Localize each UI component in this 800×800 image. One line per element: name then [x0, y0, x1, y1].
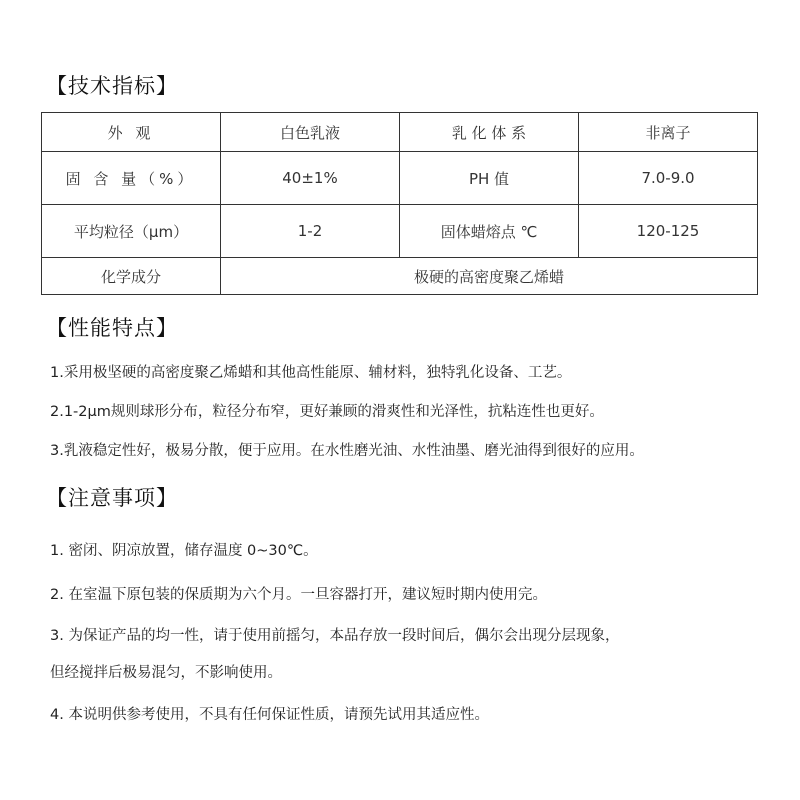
spec-value-composition: 极硬的高密度聚乙烯蜡 [221, 258, 758, 295]
notice-item: 4. 本说明供参考使用，不具有任何保证性质，请预先试用其适应性。 [50, 707, 489, 723]
spec-label-melting-point: 固体蜡熔点 ℃ [400, 205, 579, 258]
spec-value-appearance: 白色乳液 [221, 113, 400, 152]
spec-label-solid-content: 固 含 量（%） [42, 152, 221, 205]
notice-item: 2. 在室温下原包装的保质期为六个月。一旦容器打开，建议短时期内使用完。 [50, 587, 547, 603]
spec-section-title: 【技术指标】 [46, 74, 178, 98]
spec-value-emulsifier: 非离子 [579, 113, 758, 152]
feature-item: 2.1-2μm规则球形分布，粒径分布窄，更好兼顾的滑爽性和光泽性，抗粘连性也更好。 [50, 404, 604, 420]
features-section-title: 【性能特点】 [46, 316, 178, 340]
feature-item: 1.采用极坚硬的高密度聚乙烯蜡和其他高性能原、辅材料，独特乳化设备、工艺。 [50, 365, 572, 381]
table-row [42, 113, 758, 152]
spec-value-solid-content: 40±1% [221, 152, 400, 205]
spec-table [41, 112, 758, 295]
notice-item: 3. 为保证产品的均一性，请于使用前摇匀，本品存放一段时间后，偶尔会出现分层现象， [50, 628, 620, 644]
table-row [42, 205, 758, 258]
spec-label-particle-size: 平均粒径（μm） [42, 205, 221, 258]
notice-item: 1. 密闭、阴凉放置，储存温度 0~30℃。 [50, 543, 318, 559]
table-row [42, 258, 758, 295]
spec-value-melting-point: 120-125 [579, 205, 758, 258]
spec-label-composition: 化学成分 [42, 258, 221, 295]
notice-section-title: 【注意事项】 [46, 486, 178, 510]
spec-label-emulsifier: 乳 化 体 系 [400, 113, 579, 152]
spec-label-appearance: 外 观 [42, 113, 221, 152]
spec-value-particle-size: 1-2 [221, 205, 400, 258]
spec-value-ph: 7.0-9.0 [579, 152, 758, 205]
table-row [42, 152, 758, 205]
notice-item-continuation: 但经搅拌后极易混匀，不影响使用。 [50, 665, 282, 681]
feature-item: 3.乳液稳定性好，极易分散，便于应用。在水性磨光油、水性油墨、磨光油得到很好的应用。 [50, 443, 644, 459]
spec-label-ph: PH 值 [400, 152, 579, 205]
